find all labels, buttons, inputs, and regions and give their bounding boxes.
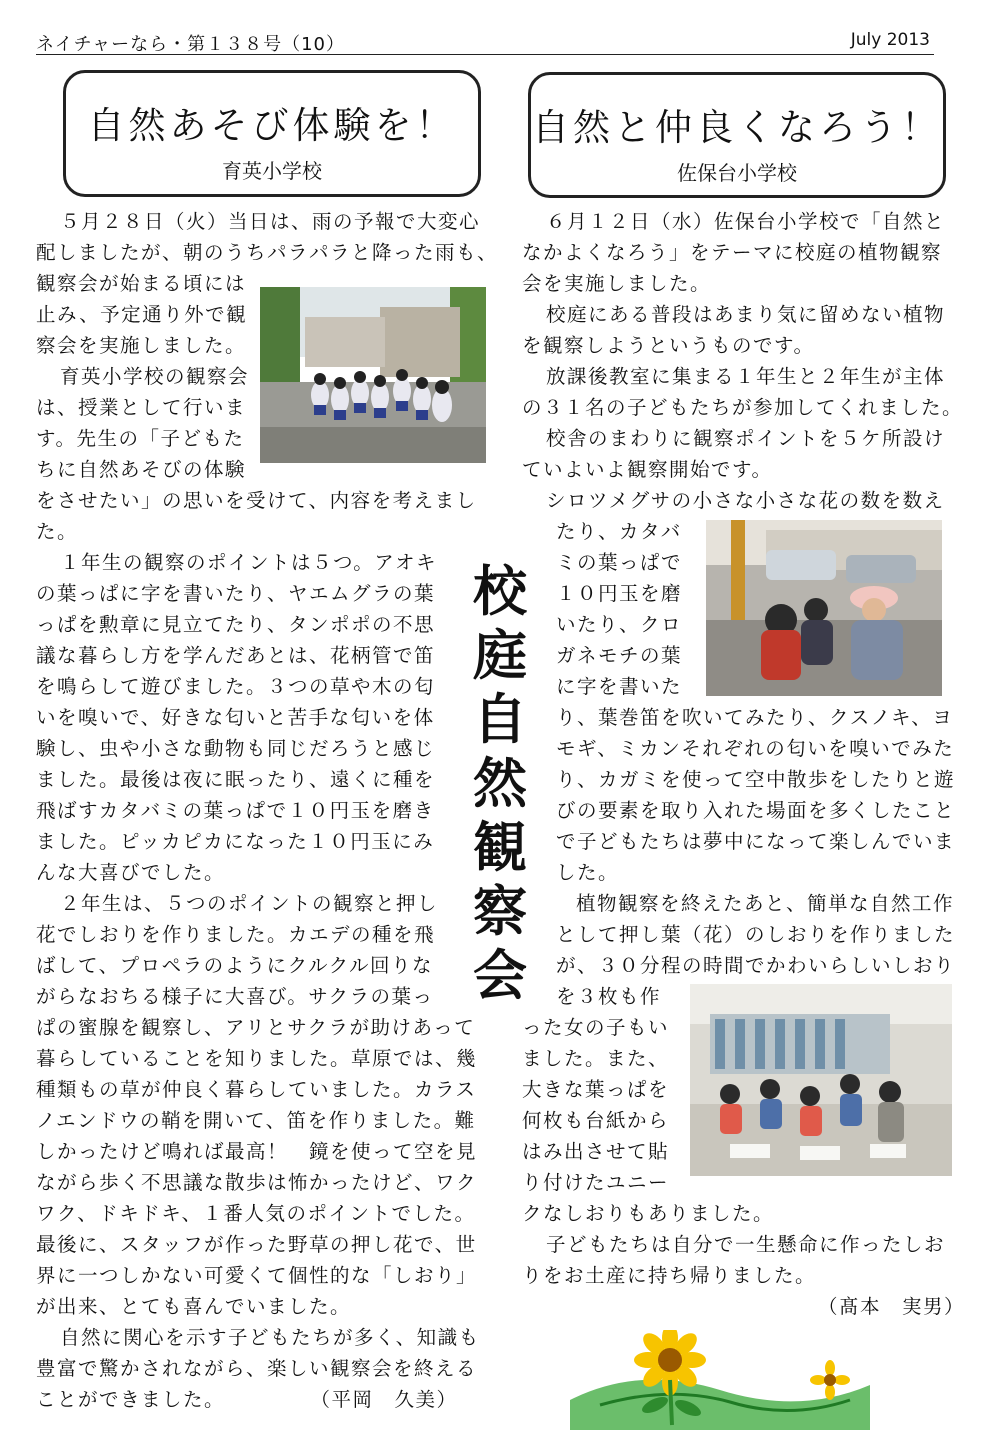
- text-line: 暮らしていることを知りました。草原では、幾: [36, 1047, 478, 1070]
- text-line: しかったけど鳴れば最高！ 鏡を使って空を見: [36, 1140, 478, 1163]
- text-line: 子どもたちは自分で一生懸命に作ったしお: [546, 1233, 946, 1256]
- issue-label: ネイチャーなら・第１３８号（10）: [36, 34, 346, 55]
- text-line: シロツメグサの小さな小さな花の数を数え: [546, 489, 945, 512]
- issue-date: July 2013: [850, 30, 930, 50]
- page-header: [36, 28, 934, 55]
- sunflower-illustration: [560, 1330, 880, 1430]
- right-article-school: 佐保台小学校: [677, 161, 797, 185]
- text-line: りをお土産に持ち帰りました。: [522, 1264, 817, 1287]
- text-line: った女の子もい: [522, 1016, 670, 1039]
- text-line: 止み、予定通り外で観: [36, 303, 248, 326]
- text-line: ガネモチの葉: [556, 644, 683, 667]
- text-line: ました。最後は夜に眠ったり、遠くに種を: [36, 768, 436, 791]
- text-line: ちに自然あそびの体験: [36, 458, 247, 481]
- text-line: り、葉巻笛を吹いてみたり、クスノキ、ヨ: [556, 706, 954, 729]
- text-line: を観察しようというものです。: [522, 334, 815, 357]
- text-line: がらなおちる様子に大喜び。サクラの葉っ: [36, 985, 434, 1008]
- text-line: 会を実施しました。: [522, 272, 712, 295]
- vertical-title-char: 会: [473, 944, 527, 1007]
- text-line: ５月２８日（火）当日は、雨の予報で大変心: [60, 210, 481, 233]
- text-line: ことができました。 （平岡 久美）: [36, 1388, 458, 1411]
- text-line: ミの葉っぱで: [556, 551, 683, 574]
- right-article-title: 自然と仲良くなろう！: [532, 106, 942, 149]
- text-line: を鳴らして遊びました。３つの草や木の匂: [36, 675, 436, 698]
- text-line: した。: [556, 861, 620, 884]
- text-line: 豊富で驚かされながら、楽しい観察会を終える: [36, 1357, 478, 1380]
- text-line: はみ出させて貼: [522, 1140, 670, 1163]
- text-line: ばして、プロペラのようにクルクル回りな: [36, 954, 434, 977]
- photo-children-walking: [260, 287, 486, 463]
- left-title-box: [63, 70, 481, 197]
- text-line: 校舎のまわりに観察ポイントを５ケ所設け: [546, 427, 946, 450]
- text-line: ノエンドウの鞘を開いて、笛を作りました。難: [36, 1109, 476, 1132]
- text-line: 何枚も台紙から: [522, 1109, 670, 1132]
- text-line: が出来、とても喜んでいました。: [36, 1295, 352, 1318]
- text-line: 験し、虫や小さな動物も同じだろうと感じ: [36, 737, 436, 760]
- photo-classroom-crafts: [690, 984, 952, 1176]
- text-line: 放課後教室に集まる１年生と２年生が主体: [546, 365, 946, 388]
- text-line: 校庭にある普段はあまり気に留めない植物: [546, 303, 946, 326]
- text-line: として押し葉（花）のしおりを作りました: [556, 923, 956, 946]
- text-line: に字を書いた: [556, 675, 683, 698]
- text-line: １０円玉を磨: [556, 582, 683, 605]
- right-title-box: [528, 72, 946, 198]
- text-line: ぱの蜜腺を観察し、アリとサクラが助けあって: [36, 1016, 476, 1039]
- text-line: クなしおりもありました。: [522, 1202, 775, 1225]
- text-line: ながら歩く不思議な散歩は怖かったけど、ワク: [36, 1171, 478, 1194]
- vertical-feature-title: [470, 560, 530, 1008]
- text-line: を３枚も作: [556, 985, 662, 1008]
- text-line: いを嗅いで、好きな匂いと苦手な匂いを体: [36, 706, 435, 729]
- vertical-title-char: 自: [473, 688, 527, 751]
- text-line: ました。ピッカピカになった１０円玉にみ: [36, 830, 435, 853]
- text-line: たり、カタバ: [556, 520, 682, 543]
- text-line: モギ、ミカンそれぞれの匂いを嗅いでみた: [556, 737, 955, 760]
- text-line: 察会を実施しました。: [36, 334, 247, 357]
- text-line: １年生の観察のポイントは５つ。アオキ: [60, 551, 438, 574]
- text-line: で子どもたちは夢中になって楽しんでいま: [556, 830, 956, 853]
- vertical-title-char: 庭: [473, 624, 527, 687]
- vertical-title-char: 観: [473, 816, 527, 879]
- text-line: り付けたユニー: [522, 1171, 670, 1194]
- right-article-author: （髙本 実男）: [818, 1295, 966, 1318]
- text-line: っぱを勲章に見立てたり、タンポポの不思: [36, 613, 436, 636]
- text-line: ６月１２日（水）佐保台小学校で「自然と: [546, 210, 946, 233]
- text-line: ２年生は、５つのポイントの観察と押し: [60, 892, 439, 915]
- text-line: は、授業として行いま: [36, 396, 247, 419]
- text-line: 議な暮らし方を学んだあとは、花柄管で笛: [36, 644, 436, 667]
- text-line: の３１名の子どもたちが参加してくれました。: [522, 396, 964, 419]
- text-line: の葉っぱに字を書いたり、ヤエムグラの葉: [36, 582, 436, 605]
- text-line: 育英小学校の観察会: [60, 365, 250, 388]
- text-line: り、カガミを使って空中散歩をしたりと遊: [556, 768, 956, 791]
- text-line: ました。また、: [522, 1047, 670, 1070]
- text-line: す。先生の「子どもた: [36, 427, 245, 450]
- text-line: びの要素を取り入れた場面を多くしたこと: [556, 799, 956, 822]
- text-line: なかよくなろう」をテーマに校庭の植物観察: [522, 241, 943, 264]
- vertical-title-char: 察: [473, 880, 527, 943]
- text-line: 界に一つしかない可愛くて個性的な「しおり」: [36, 1264, 478, 1287]
- text-line: 花でしおりを作りました。カエデの種を飛: [36, 923, 436, 946]
- text-line: 観察会が始まる頃には: [36, 272, 247, 295]
- text-line: 配しましたが、朝のうちパラパラと降った雨も、: [36, 241, 499, 264]
- text-line: をさせたい」の思いを受けて、内容を考えまし: [36, 489, 477, 512]
- text-line: 植物観察を終えたあと、簡単な自然工作: [576, 892, 955, 915]
- left-article-title: 自然あそび体験を！: [87, 104, 457, 147]
- text-line: 自然に関心を示す子どもたちが多く、知識も: [60, 1326, 480, 1349]
- text-line: た。: [36, 520, 79, 543]
- text-line: 大きな葉っぱを: [522, 1078, 670, 1101]
- text-line: ワク、ドキドキ、１番人気のポイントでした。: [36, 1202, 476, 1225]
- text-line: が、３０分程の時間でかわいらしいしおり: [556, 954, 956, 977]
- text-line: 最後に、スタッフが作った野草の押し花で、世: [36, 1233, 477, 1256]
- vertical-title-char: 然: [473, 752, 527, 815]
- text-line: んな大喜びでした。: [36, 861, 226, 884]
- vertical-title-char: 校: [473, 560, 527, 623]
- text-line: 種類もの草が仲良く暮らしていました。カラス: [36, 1078, 477, 1101]
- text-line: 飛ばすカタバミの葉っぱで１０円玉を磨き: [36, 799, 435, 822]
- left-article-school: 育英小学校: [222, 159, 322, 183]
- photo-children-observing: [706, 520, 942, 696]
- text-line: いたり、クロ: [556, 613, 683, 636]
- text-line: ていよいよ観察開始です。: [522, 458, 773, 481]
